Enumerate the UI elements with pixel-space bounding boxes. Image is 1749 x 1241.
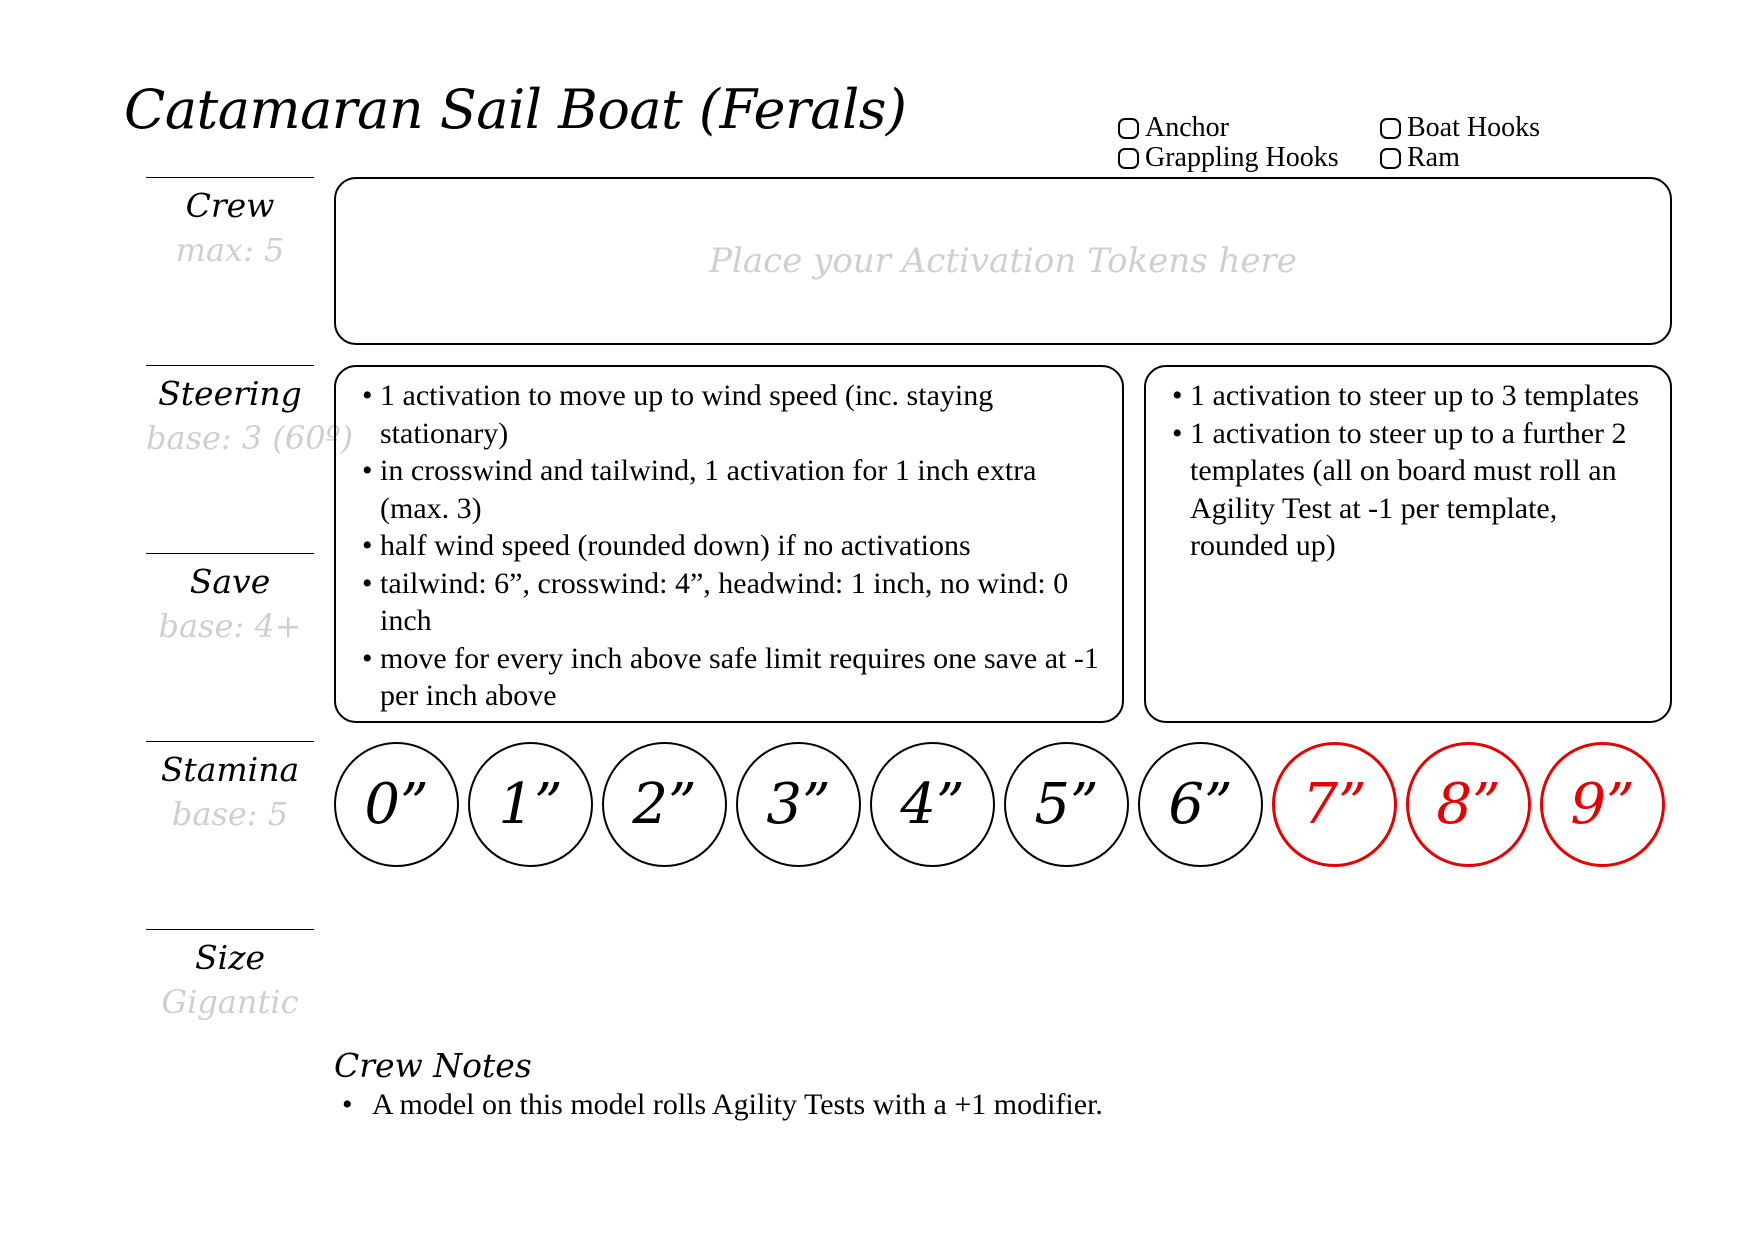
speed-circle-4[interactable]: 4”	[870, 742, 995, 867]
speed-circle-1[interactable]: 1”	[468, 742, 593, 867]
activation-token-area[interactable]	[334, 177, 1672, 345]
movement-rules-box	[334, 365, 1124, 723]
stat-name: Save	[189, 562, 271, 601]
checkbox-icon[interactable]	[1380, 118, 1401, 139]
activation-placeholder: Place your Activation Tokens here	[709, 241, 1297, 281]
checkbox-icon[interactable]	[1380, 148, 1401, 169]
equipment-label: Grappling Hooks	[1145, 142, 1339, 173]
stat-value: base: 4+	[158, 606, 302, 645]
stat-size	[146, 929, 314, 1026]
stat-crew	[146, 177, 314, 274]
equipment-label: Ram	[1407, 142, 1460, 173]
equipment-ram[interactable]	[1380, 142, 1460, 174]
movement-rules-list	[336, 367, 1122, 715]
steering-rules-list	[1146, 367, 1670, 565]
equipment-label: Anchor	[1145, 112, 1229, 143]
stat-value: base: 5	[171, 794, 289, 833]
speed-circle-6[interactable]: 6”	[1138, 742, 1263, 867]
speed-track	[334, 742, 1674, 867]
stat-stamina	[146, 741, 314, 838]
speed-circle-7[interactable]: 7”	[1272, 742, 1397, 867]
divider	[146, 365, 314, 366]
stat-steering	[146, 365, 354, 462]
rule-item: • 1 activation to steer up to a further 2 templates (all on board must roll an Agility Test at -1 per template, rounded up)	[1172, 415, 1656, 565]
rule-item: • 1 activation to steer up to 3 templates	[1172, 377, 1656, 415]
stat-name: Stamina	[160, 750, 300, 789]
stat-name: Size	[194, 938, 266, 977]
speed-circle-9[interactable]: 9”	[1540, 742, 1665, 867]
equipment-boat-hooks[interactable]	[1380, 112, 1540, 144]
stat-name: Crew	[185, 186, 275, 225]
divider	[146, 553, 314, 554]
stat-save	[146, 553, 314, 650]
crew-notes-title: Crew Notes	[334, 1046, 532, 1085]
rule-item: • in crosswind and tailwind, 1 activation for 1 inch extra (max. 3)	[362, 452, 1108, 527]
equipment-grappling-hooks[interactable]	[1118, 142, 1339, 174]
crew-note-item: • A model on this model rolls Agility Tests with a +1 modifier.	[338, 1088, 1103, 1122]
rule-item: • move for every inch above safe limit requires one save at -1 per inch above	[362, 640, 1108, 715]
equipment-anchor[interactable]	[1118, 112, 1229, 144]
divider	[146, 177, 314, 178]
divider	[146, 929, 314, 930]
crew-notes-list	[338, 1088, 1103, 1122]
stat-value: max: 5	[175, 230, 285, 269]
stat-name: Steering	[158, 374, 302, 413]
stat-value: base: 3 (60º)	[146, 418, 354, 457]
checkbox-icon[interactable]	[1118, 148, 1139, 169]
rule-item: • 1 activation to move up to wind speed (inc. staying stationary)	[362, 377, 1108, 452]
divider	[146, 741, 314, 742]
rule-item: • half wind speed (rounded down) if no activations	[362, 527, 1108, 565]
speed-circle-0[interactable]: 0”	[334, 742, 459, 867]
checkbox-icon[interactable]	[1118, 118, 1139, 139]
speed-circle-3[interactable]: 3”	[736, 742, 861, 867]
speed-circle-5[interactable]: 5”	[1004, 742, 1129, 867]
speed-circle-2[interactable]: 2”	[602, 742, 727, 867]
rule-item: • tailwind: 6”, crosswind: 4”, headwind: 1 inch, no wind: 0 inch	[362, 565, 1108, 640]
speed-circle-8[interactable]: 8”	[1406, 742, 1531, 867]
stat-value: Gigantic	[161, 982, 299, 1021]
equipment-label: Boat Hooks	[1407, 112, 1540, 143]
steering-rules-box	[1144, 365, 1672, 723]
card-title: Catamaran Sail Boat (Ferals)	[124, 78, 907, 141]
